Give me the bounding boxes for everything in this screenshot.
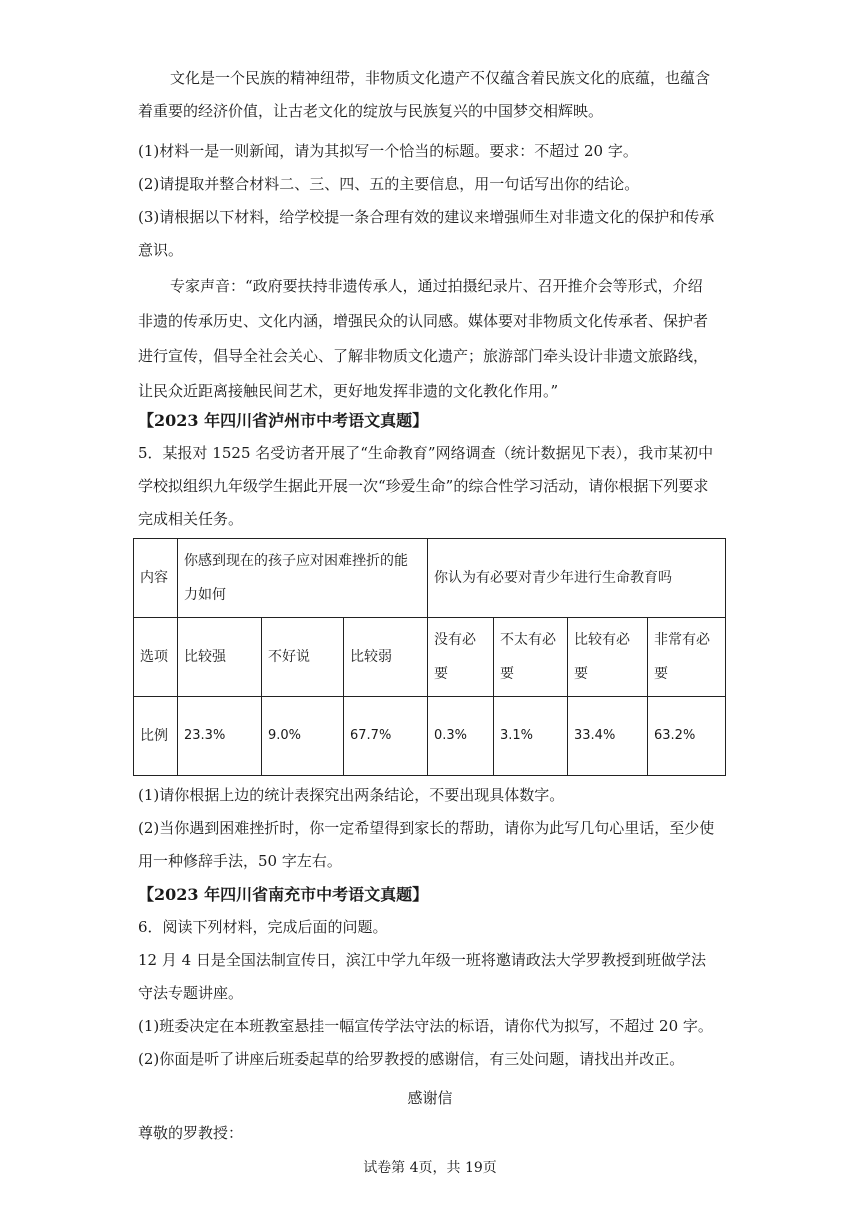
table-row — [134, 539, 726, 618]
row-label-content: 内容 — [134, 539, 178, 618]
page-footer: 试卷第 4页，共 19页 — [363, 1160, 497, 1176]
expert-line-4: 让民众近距离接触民间艺术，更好地发挥非遗的文化教化作用。” — [138, 382, 559, 400]
question-6: 6．阅读下列材料，完成后面的问题。 — [138, 918, 388, 936]
letter-salutation: 尊敬的罗教授： — [138, 1124, 244, 1142]
expert-line-3: 进行宣传，倡导全社会关心、了解非物质文化遗产；旅游部门牵头设计非遗文旅路线， — [138, 347, 709, 365]
option-cell: 比较强 — [178, 618, 262, 697]
table-row — [134, 697, 726, 776]
question-5-1: (1)请你根据上边的统计表探究出两条结论，不要出现具体数字。 — [138, 786, 565, 804]
option-cell: 比较有必要 — [568, 618, 648, 697]
question-5-2-line-1: (2)当你遇到困难挫折时，你一定希望得到家长的帮助，请你为此写几句心里话，至少使 — [138, 819, 715, 837]
option-cell: 不太有必要 — [494, 618, 568, 697]
question-5-2-line-2: 用一种修辞手法，50 字左右。 — [138, 852, 342, 870]
ratio-cell: 3.1% — [494, 697, 568, 776]
material-line-2: 守法专题讲座。 — [138, 984, 244, 1002]
material-line-1: 12 月 4 日是全国法制宣传日，滨江中学九年级一班将邀请政法大学罗教授到班做学法 — [138, 951, 706, 969]
option-cell: 没有必要 — [428, 618, 494, 697]
letter-title: 感谢信 — [407, 1089, 453, 1107]
question-4-3-line-1: (3)请根据以下材料，给学校提一条合理有效的建议来增强师生对非遗文化的保护和传承 — [138, 208, 715, 226]
question-4-2: (2)请提取并整合材料二、三、四、五的主要信息，用一句话写出你的结论。 — [138, 175, 640, 193]
row-label-options: 选项 — [134, 618, 178, 697]
section-heading-nanchong: 【2023 年四川省南充市中考语文真题】 — [138, 885, 429, 904]
question-4-3-line-2: 意识。 — [138, 241, 184, 259]
table-row — [134, 618, 726, 697]
ratio-cell: 33.4% — [568, 697, 648, 776]
intro-line-1: 文化是一个民族的精神纽带，非物质文化遗产不仅蕴含着民族文化的底蕴，也蕴含 — [170, 69, 711, 87]
question-5-line-2: 学校拟组织九年级学生据此开展一次“珍爱生命”的综合性学习活动，请你根据下列要求 — [138, 477, 709, 495]
section-heading-luzhou: 【2023 年四川省泸州市中考语文真题】 — [138, 411, 429, 430]
ratio-cell: 0.3% — [428, 697, 494, 776]
ratio-cell: 67.7% — [344, 697, 428, 776]
question-5-line-1: 5．某报对 1525 名受访者开展了“生命教育”网络调查（统计数据见下表），我市某初中 — [138, 444, 714, 462]
question-6-2: (2)你面是听了讲座后班委起草的给罗教授的感谢信，有三处问题，请找出并改正。 — [138, 1050, 685, 1068]
question-6-1: (1)班委决定在本班教室悬挂一幅宣传学法守法的标语，请你代为拟写，不超过 20 字。 — [138, 1017, 713, 1035]
ratio-cell: 23.3% — [178, 697, 262, 776]
intro-line-2: 着重要的经济价值，让古老文化的绽放与民族复兴的中国梦交相辉映。 — [138, 102, 604, 120]
option-cell: 非常有必要 — [648, 618, 726, 697]
question-5-line-3: 完成相关任务。 — [138, 510, 244, 528]
option-cell: 比较弱 — [344, 618, 428, 697]
survey-table — [133, 538, 726, 776]
expert-line-1: 专家声音：“政府要扶持非遗传承人，通过拍摄纪录片、召开推介会等形式，介绍 — [170, 277, 703, 295]
option-cell: 不好说 — [262, 618, 344, 697]
question-b-header: 你认为有必要对青少年进行生命教育吗 — [428, 539, 726, 618]
expert-line-2: 非遗的传承历史、文化内涵，增强民众的认同感。媒体要对非物质文化传承者、保护者 — [138, 312, 709, 330]
question-a-header: 你感到现在的孩子应对困难挫折的能力如何 — [178, 539, 428, 618]
ratio-cell: 9.0% — [262, 697, 344, 776]
row-label-ratio: 比例 — [134, 697, 178, 776]
ratio-cell: 63.2% — [648, 697, 726, 776]
question-4-1: (1)材料一是一则新闻，请为其拟写一个恰当的标题。要求：不超过 20 字。 — [138, 142, 638, 160]
